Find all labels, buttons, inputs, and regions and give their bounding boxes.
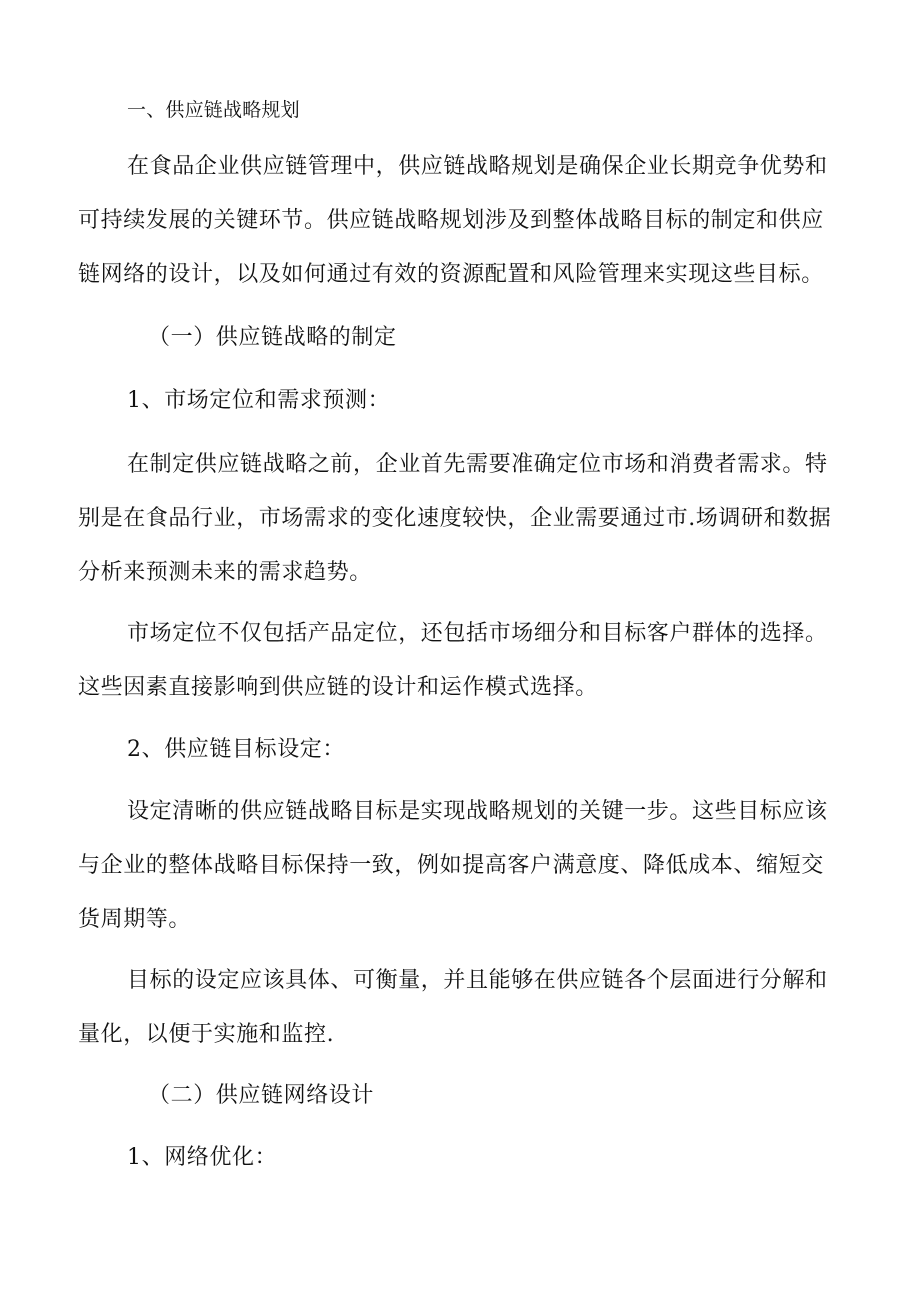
item-1-title: 1、市场定位和需求预测： <box>127 388 391 413</box>
item-1-paragraph-2-line-2: 这些因素直接影响到供应链的设计和运作模式选择。 <box>78 675 598 700</box>
intro-paragraph-line-3: 链网络的设计，以及如何通过有效的资源配置和风险管理来实现这些目标。 <box>78 262 824 287</box>
item-2-paragraph-1-line-3: 货周期等。 <box>78 907 192 932</box>
item-1-paragraph-1-line-1: 在制定供应链战略之前，企业首先需要准确定位市场和消费者需求。特 <box>127 452 828 477</box>
item-1-paragraph-1-line-3: 分析来预测未来的需求趋势。 <box>78 560 372 585</box>
intro-paragraph-line-1: 在食品企业供应链管理中，供应链战略规划是确保企业长期竞争优势和 <box>127 154 828 179</box>
item-2-title: 2、供应链目标设定： <box>127 737 345 762</box>
main-heading: 一、供应链战略规划 <box>127 99 300 121</box>
item-3-title: 1、网络优化： <box>127 1145 278 1170</box>
item-1-paragraph-1-line-2: 别是在食品行业，市场需求的变化速度较快，企业需要通过市.场调研和数据 <box>78 506 832 531</box>
item-2-paragraph-2-line-1: 目标的设定应该具体、可衡量，并且能够在供应链各个层面进行分解和 <box>127 968 828 993</box>
item-1-paragraph-2-line-1: 市场定位不仅包括产品定位，还包括市场细分和目标客户群体的选择。 <box>127 621 828 646</box>
item-2-paragraph-2-line-2: 量化，以便于实施和监控. <box>78 1022 335 1047</box>
item-2-paragraph-1-line-2: 与企业的整体战略目标保持一致，例如提高客户满意度、降低成本、缩短交 <box>78 853 824 878</box>
section-1-title: （一）供应链战略的制定 <box>148 325 397 350</box>
item-2-paragraph-1-line-1: 设定清晰的供应链战略目标是实现战略规划的关键一步。这些目标应该 <box>127 799 828 824</box>
intro-paragraph-line-2: 可持续发展的关键环节。供应链战略规划涉及到整体战略目标的制定和供应 <box>78 208 824 233</box>
section-2-title: （二）供应链网络设计 <box>148 1083 375 1108</box>
